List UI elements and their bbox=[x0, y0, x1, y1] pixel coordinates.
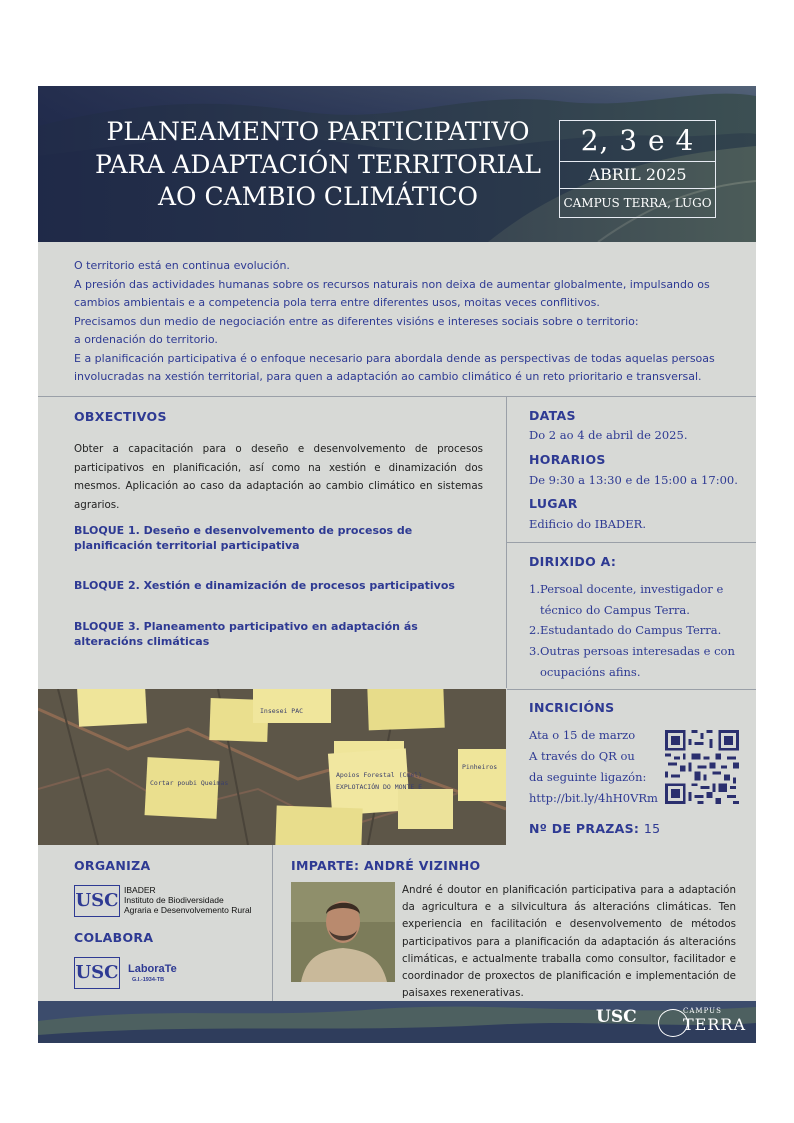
objectives-section bbox=[38, 397, 507, 688]
campus-big: TERRA bbox=[683, 1015, 746, 1034]
date-box bbox=[559, 120, 716, 218]
audience-text: Persoal docente, investigador e técnico do Campus Terra. bbox=[540, 582, 724, 617]
bottom-section bbox=[38, 845, 756, 1001]
footer-banner bbox=[38, 1001, 756, 1043]
hours-title: HORARIOS bbox=[529, 452, 606, 467]
audience-list bbox=[529, 579, 744, 683]
trainer-section bbox=[273, 845, 756, 1001]
ibader-name: IBADER bbox=[124, 885, 156, 895]
trainer-portrait bbox=[291, 882, 395, 982]
hours-text: De 9:30 a 13:30 e de 15:00 a 17:00. bbox=[529, 473, 738, 487]
sticky-note-text: Pinheiros bbox=[462, 763, 498, 771]
audience-item bbox=[529, 620, 744, 641]
registration-line: Ata o 15 de marzo bbox=[529, 728, 636, 742]
block-3: BLOQUE 3. Planeamento participativo en adaptación ás alteracións climáticas bbox=[74, 620, 418, 648]
registration-section bbox=[507, 689, 756, 846]
ibader-text bbox=[124, 885, 252, 915]
event-title bbox=[88, 116, 548, 214]
title-line-1: PLANEAMENTO PARTICIPATIVO bbox=[106, 117, 530, 146]
sticky-notes-photo bbox=[38, 689, 506, 845]
usc-footer-logo: USC bbox=[596, 1007, 637, 1027]
header-banner bbox=[38, 86, 756, 242]
audience-num: 1. bbox=[529, 582, 540, 596]
objectives-title: OBXECTIVOS bbox=[74, 409, 167, 424]
sticky-note-text: Insesei PAC bbox=[260, 707, 304, 715]
audience-num: 2. bbox=[529, 623, 540, 638]
dates-title: DATAS bbox=[529, 408, 576, 423]
block-1: BLOQUE 1. Deseño e desenvolvemento de procesos de planificación territorial participativa bbox=[74, 524, 413, 552]
ibader-logo bbox=[74, 885, 269, 917]
registration-line: da seguinte ligazón: bbox=[529, 770, 647, 784]
audience-text: Outras persoas interesadas e con ocupacións afins. bbox=[540, 644, 735, 679]
laborate-code: G.I.-1934-TB bbox=[132, 977, 165, 983]
colabora-title: COLABORA bbox=[74, 930, 154, 945]
audience-num: 3. bbox=[529, 644, 540, 659]
info-section bbox=[507, 397, 756, 688]
date-month: ABRIL 2025 bbox=[560, 162, 715, 189]
title-line-3: AO CAMBIO CLIMÁTICO bbox=[157, 182, 479, 211]
intro-line-4: Precisamos dun medio de negociación entre as diferentes visións e intereses sociais sobre o territorio: bbox=[74, 314, 639, 328]
trainer-title: IMPARTE: ANDRÉ VIZINHO bbox=[291, 858, 481, 873]
place-title: LUGAR bbox=[529, 496, 578, 511]
places-count bbox=[529, 821, 660, 836]
intro-line-3: cambios ambientais e a competencia pola terra entre diferentes usos, moitas veces conflitivos. bbox=[74, 296, 600, 309]
qr-code[interactable] bbox=[665, 730, 739, 804]
intro-line-2: A presión das actividades humanas sobre os recursos naturais non deixa de aumentar globalmente, impulsando os bbox=[74, 277, 710, 291]
title-line-2: PARA ADAPTACIÓN TERRITORIAL bbox=[94, 149, 542, 179]
ibader-line-1: Instituto de Biodiversidade bbox=[124, 895, 224, 905]
organizers bbox=[38, 845, 273, 1001]
places-label: Nº DE PRAZAS: bbox=[529, 821, 640, 836]
ibader-line-2: Agraria e Desenvolvemento Rural bbox=[124, 905, 252, 915]
sticky-note-text: EXPLOTACIÓN DO MONTE E bbox=[336, 783, 423, 791]
intro-line-1: O territorio está en continua evolución. bbox=[74, 259, 290, 272]
places-value: 15 bbox=[643, 821, 661, 836]
workshop-photo bbox=[38, 689, 506, 845]
intro-line-7: involucradas na xestión territorial, para quen a adaptación ao cambio climático é un reto prioritario e transversal. bbox=[74, 370, 702, 383]
sticky-note-text: Apoios Forestal (Cmel) bbox=[336, 771, 423, 779]
laborate-logo bbox=[74, 957, 254, 989]
audience-item bbox=[529, 641, 744, 682]
intro-section bbox=[38, 242, 756, 397]
poster bbox=[38, 86, 756, 1043]
intro-line-5: a ordenación do territorio. bbox=[74, 333, 218, 346]
registration-line: A través do QR ou bbox=[529, 749, 635, 763]
date-place: CAMPUS TERRA, LUGO bbox=[563, 196, 712, 210]
place-text: Edificio do IBADER. bbox=[529, 517, 646, 531]
registration-title: INCRICIÓNS bbox=[529, 700, 615, 715]
info-divider bbox=[507, 542, 756, 543]
dates-text: Do 2 ao 4 de abril de 2025. bbox=[529, 428, 688, 442]
block-2: BLOQUE 2. Xestión e dinamización de procesos participativos bbox=[74, 579, 455, 592]
date-days: 2, 3 e 4 bbox=[560, 121, 715, 162]
usc-logo-icon: USC bbox=[74, 885, 120, 917]
trainer-photo bbox=[291, 882, 395, 982]
laborate-name: LaboraTe bbox=[128, 963, 177, 975]
trainer-bio: André é doutor en planificación participativa para a adaptación da agricultura e a silvicultura ás alteracións climáticas. Ten experiencia en facilitación e desenvolvemento de métodos participativos para a planificación da adaptación ás alteracións climáticas, e actualmente traballa como consultor, facilitador e coordinador de proxectos de planificación e implementación de paisaxes rexenerativas. bbox=[402, 884, 736, 1000]
audience-title: DIRIXIDO A: bbox=[529, 554, 617, 569]
audience-item bbox=[529, 579, 744, 620]
footer-landscape bbox=[38, 1001, 756, 1043]
campus-small: CAMPUS bbox=[683, 1007, 722, 1015]
registration-link[interactable]: http://bit.ly/4hH0VRm bbox=[529, 791, 658, 805]
objectives-text: Obter a capacitación para o deseño e desenvolvemento de procesos participativos en planificación, así como na xestión e dinamización dos mesmos. Aplicación ao caso da adaptación ao cambio climático en sistemas agrarios. bbox=[74, 443, 483, 511]
sticky-note-text: Cortar poubi Queimas bbox=[150, 779, 229, 787]
intro-line-6: E a planificación participativa é o enfoque necesario para abordala dende as perspectivas de todas aquelas persoas bbox=[74, 351, 715, 365]
organiza-title: ORGANIZA bbox=[74, 858, 151, 873]
usc-logo-icon: USC bbox=[74, 957, 120, 989]
audience-text: Estudantado do Campus Terra. bbox=[540, 623, 722, 638]
